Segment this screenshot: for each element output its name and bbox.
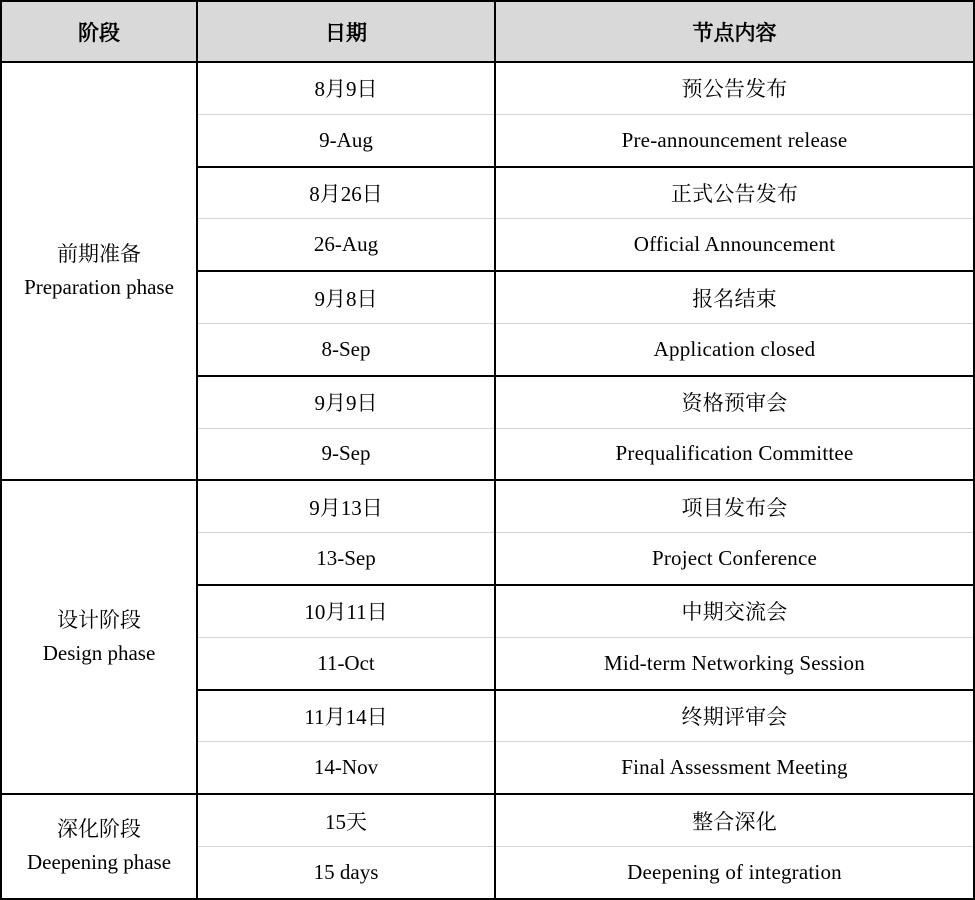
date-cell: 11-Oct <box>197 637 495 689</box>
date-cell: 9月8日 <box>197 271 495 323</box>
event-cell: Deepening of integration <box>495 846 974 898</box>
header-date: 日期 <box>197 1 495 62</box>
phase-name-cn: 前期准备 <box>57 242 141 267</box>
date-cell: 9-Sep <box>197 428 495 480</box>
phase-cell <box>1 794 197 899</box>
event-cell: 资格预审会 <box>495 376 974 428</box>
phase-name-cn: 深化阶段 <box>57 817 141 842</box>
date-cell: 11月14日 <box>197 690 495 742</box>
event-cell: Official Announcement <box>495 219 974 271</box>
header-stage: 阶段 <box>1 1 197 62</box>
phase-cell <box>1 62 197 480</box>
date-cell: 14-Nov <box>197 742 495 794</box>
date-cell: 9-Aug <box>197 114 495 166</box>
date-cell: 26-Aug <box>197 219 495 271</box>
phase-name-en: Deepening phase <box>26 850 172 875</box>
date-cell: 8-Sep <box>197 323 495 375</box>
phase-name-en: Preparation phase <box>24 275 174 300</box>
date-cell: 8月26日 <box>197 167 495 219</box>
event-cell: Pre-announcement release <box>495 114 974 166</box>
event-cell: 正式公告发布 <box>495 167 974 219</box>
date-cell: 8月9日 <box>197 62 495 114</box>
event-cell: Project Conference <box>495 533 974 585</box>
event-cell: 报名结束 <box>495 271 974 323</box>
phase-name-cn: 设计阶段 <box>57 608 141 633</box>
event-cell: 终期评审会 <box>495 690 974 742</box>
event-cell: Final Assessment Meeting <box>495 742 974 794</box>
date-cell: 10月11日 <box>197 585 495 637</box>
phase-name-en: Design phase <box>42 641 156 666</box>
header-row <box>1 1 974 62</box>
header-content: 节点内容 <box>495 1 974 62</box>
event-cell: Mid-term Networking Session <box>495 637 974 689</box>
table-body <box>1 62 974 899</box>
event-cell: 中期交流会 <box>495 585 974 637</box>
date-cell: 15天 <box>197 794 495 846</box>
date-cell: 9月9日 <box>197 376 495 428</box>
event-cell: Prequalification Committee <box>495 428 974 480</box>
table-row <box>1 62 974 114</box>
table-header <box>1 1 974 62</box>
phase-cell <box>1 480 197 794</box>
table-row <box>1 794 974 846</box>
event-cell: 整合深化 <box>495 794 974 846</box>
date-cell: 15 days <box>197 846 495 898</box>
event-cell: 项目发布会 <box>495 480 974 532</box>
table-row <box>1 480 974 532</box>
date-cell: 9月13日 <box>197 480 495 532</box>
date-cell: 13-Sep <box>197 533 495 585</box>
event-cell: Application closed <box>495 323 974 375</box>
event-cell: 预公告发布 <box>495 62 974 114</box>
